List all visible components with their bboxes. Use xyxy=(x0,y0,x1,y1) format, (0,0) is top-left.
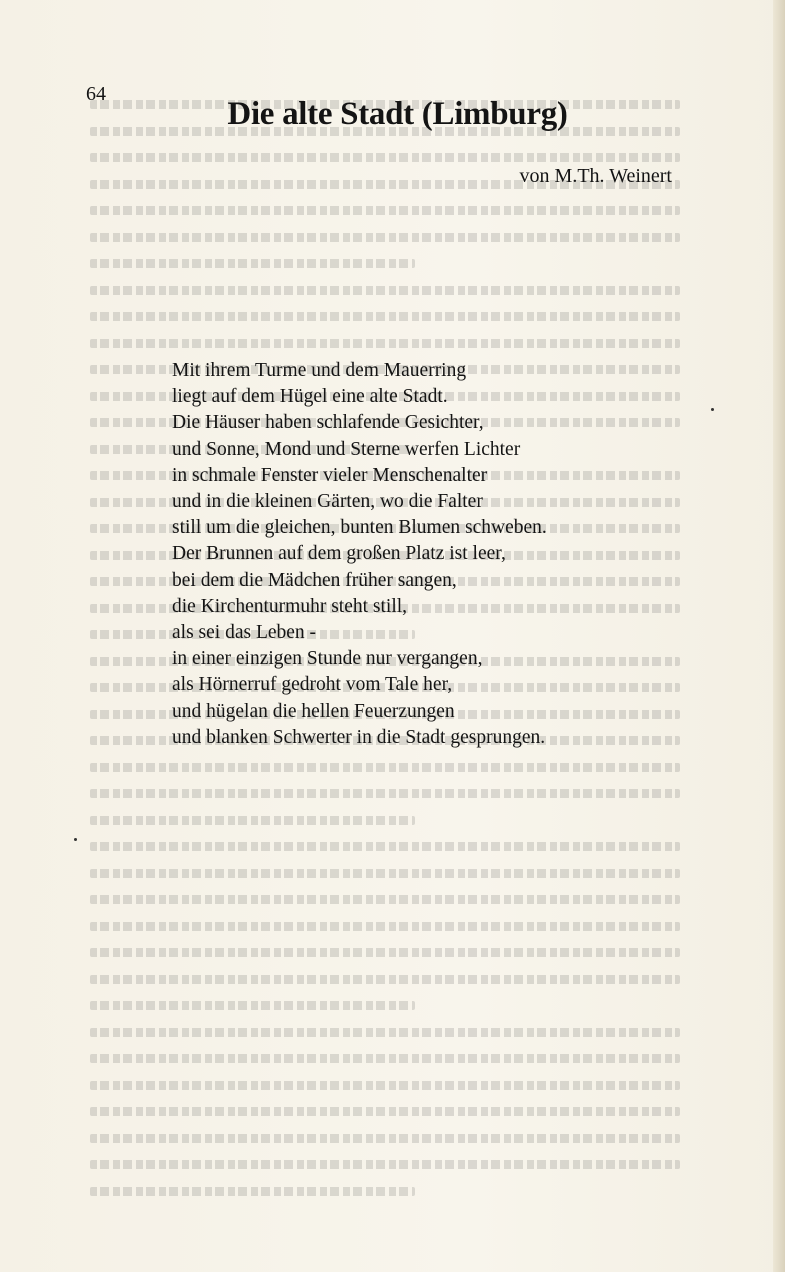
bleed-line xyxy=(90,789,680,798)
poem-line: und Sonne, Mond und Sterne werfen Lichter xyxy=(172,438,521,460)
bleed-line xyxy=(90,975,680,984)
poem-line: und hügelan die hellen Feuerzungen xyxy=(172,700,455,722)
poem-line: Mit ihrem Turme und dem Mauerring xyxy=(172,360,467,381)
page-number: 64 xyxy=(86,83,106,105)
bleed-line xyxy=(90,1081,680,1090)
bleed-line xyxy=(90,895,680,904)
poem-line: still um die gleichen, bunten Blumen schweben. xyxy=(172,517,547,539)
bleed-line xyxy=(90,286,680,295)
bleed-line xyxy=(90,339,680,348)
poem-line: als Hörnerruf gedroht vom Tale her, xyxy=(172,674,453,696)
bleed-line xyxy=(90,1028,680,1037)
bleed-line xyxy=(90,312,680,321)
bleed-line xyxy=(90,948,680,957)
bleed-line xyxy=(90,1054,680,1063)
poem-line: in schmale Fenster vieler Menschenalter xyxy=(172,464,488,486)
page-title: Die alte Stadt (Limburg) xyxy=(227,96,568,132)
poem-line: als sei das Leben - xyxy=(172,622,317,644)
bleed-line xyxy=(90,233,680,242)
bleed-line xyxy=(90,259,415,268)
poem xyxy=(172,358,547,751)
bleed-line xyxy=(90,1187,415,1196)
bleed-line xyxy=(90,153,680,162)
poem-line: Der Brunnen auf dem großen Platz ist leer, xyxy=(172,543,506,565)
poem-line: Die Häuser haben schlafende Gesichter, xyxy=(172,412,484,434)
bleed-line xyxy=(90,206,680,215)
bleed-line xyxy=(90,763,680,772)
poem-line: bei dem die Mädchen früher sangen, xyxy=(172,569,457,591)
ink-speck xyxy=(74,838,77,841)
poem-line: liegt auf dem Hügel eine alte Stadt. xyxy=(172,386,448,408)
poem-line: und in die kleinen Gärten, wo die Falter xyxy=(172,491,483,513)
bleed-line xyxy=(90,1134,680,1143)
bleed-line xyxy=(90,1160,680,1169)
poem-line: und blanken Schwerter in die Stadt gesprungen. xyxy=(172,726,546,748)
poem-line: in einer einzigen Stunde nur vergangen, xyxy=(172,648,483,670)
author-line: von M.Th. Weinert xyxy=(519,165,672,187)
page-edge-shadow xyxy=(773,0,785,1272)
bleed-line xyxy=(90,922,680,931)
bleed-line xyxy=(90,842,680,851)
bleed-line xyxy=(90,1107,680,1116)
poem-line: die Kirchenturmuhr steht still, xyxy=(172,595,408,617)
ink-speck xyxy=(711,408,714,411)
bleed-line xyxy=(90,816,415,825)
bleed-line xyxy=(90,869,680,878)
bleed-line xyxy=(90,1001,415,1010)
